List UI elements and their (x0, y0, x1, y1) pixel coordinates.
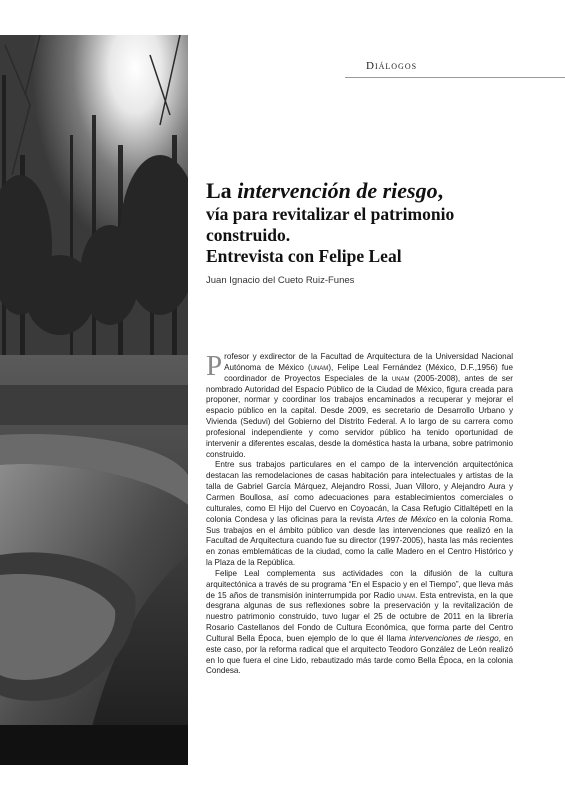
section-rule (345, 77, 565, 78)
paragraph-1: Profesor y exdirector de la Facultad de Arquitectura de la Universidad Nacional Autónoma de México (unam), Felipe Leal Fernández (México, D.F.,1956) fue coordinador de Proyectos Especiales de la unam (2005-2008), antes de ser nombrado Autoridad del Espacio Público de la Ciudad de México, figura creada para proponer, normar y coordinar los trabajos encaminados a recuperar y mejorar el espacio público en la capital. Desde 2009, es secretario de Desarrollo Urbano y Vivienda (Seduvi) del Gobierno del Distrito Federal. A lo largo de su carrera como profesional independiente y como servidor público ha tenido oportunidad de intervenir a diferentes escalas, desde la doméstica hasta la urbana, sobre patrimonio construido. (206, 350, 513, 459)
title-line-4: Entrevista con Felipe Leal (206, 246, 402, 266)
article-body (206, 352, 513, 677)
article-title (206, 178, 546, 267)
drop-cap: P (206, 350, 223, 382)
paragraph-2: Entre sus trabajos particulares en el campo de la intervención arquitectónica destacan las remodelaciones de casas habitación para intelectuales y artistas de la talla de Gabriel García Márquez, Alejandro Rossi, Juan Villoro, y Alejandro Aura y Carmen Boullosa, así como adecuaciones para establecimientos comerciales o culturales, como El Hijo del Cuervo en Coyoacán, la Casa Refugio Citlaltépetl en la colonia Condesa y las oficinas para la revista Artes de México en la colonia Roma. Sus trabajos en el ámbito público van desde las intervenciones que realizó en la Facultad de Arquitectura cuando fue su director (1997-2005), hasta las más recientes en zonas emblemáticas de la ciudad, como la calle Madero en el Centro Histórico y la Plaza de la República. (206, 460, 513, 568)
title-line-2: vía para revitalizar el patrimonio (206, 204, 455, 224)
author-name: Juan Ignacio del Cueto Ruiz-Funes (206, 275, 355, 286)
paragraph-3: Felipe Leal complementa sus actividades con la difusión de la cultura arquitectónica a través de su programa “En el Espacio y en el Tiempo”, que lleva más de 15 años de transmisión ininterrumpida por Radio unam. Esta entrevista, en la que desgrana algunas de sus reflexiones sobre la preservación y la revitalización de nuestro patrimonio construido, tuvo lugar el 25 de octubre de 2011 en la librería Rosario Castellanos del Fondo de Cultura Económica, que forma parte del Centro Cultural Bella Época, buen ejemplo de lo que él llama intervenciones de riesgo, en este caso, por la reforma radical que el arquitecto Teodoro González de León realizó en lo que fuera el cine Lido, rebautizado más tarde como Bella Época, en la colonia Condesa. (206, 568, 513, 676)
park-fountain-photo (0, 35, 188, 765)
section-label: Diálogos (366, 60, 418, 72)
title-line-1: La intervención de riesgo, (206, 178, 444, 203)
title-line-3: construido. (206, 225, 291, 245)
